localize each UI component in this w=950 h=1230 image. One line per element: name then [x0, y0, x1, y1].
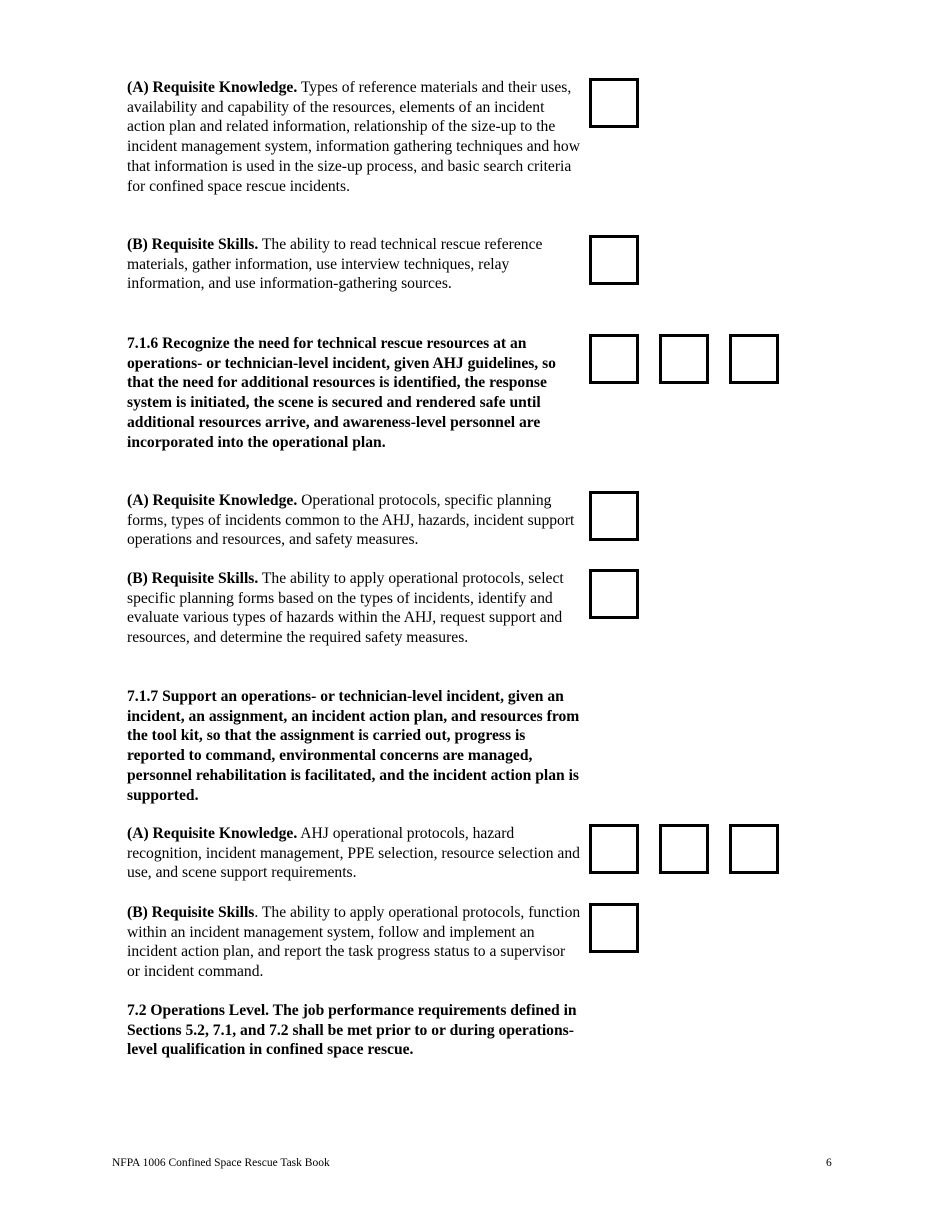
signoff-checkbox[interactable] [589, 491, 639, 541]
requisite-knowledge-paragraph [127, 78, 582, 196]
signoff-checkbox[interactable] [589, 235, 639, 285]
signoff-checkbox[interactable] [729, 824, 779, 874]
paragraph-text: The ability to read technical rescue reference materials, gather information, use interview techniques, relay information, and use information-gathering sources. [127, 236, 543, 293]
signoff-checkbox[interactable] [589, 903, 639, 953]
signoff-checkbox[interactable] [659, 824, 709, 874]
paragraph-text: The ability to apply operational protocols, select specific planning forms based on the types of incidents, identify and evaluate various types of hazards within the AHJ, request support and resources, and determine the required safety measures. [127, 570, 564, 647]
jpr-7-1-6-heading: 7.1.6 Recognize the need for technical rescue resources at an operations- or technician-level incident, given AHJ guidelines, so that the need for additional resources is identified, the response system is initiated, the scene is secured and rendered safe until additional resources arrive, and awareness-level personnel are incorporated into the operational plan. [127, 335, 556, 451]
signoff-checkbox[interactable] [589, 78, 639, 128]
paragraph-lead: (B) Requisite Skills [127, 904, 255, 921]
requisite-knowledge-paragraph [127, 824, 582, 883]
paragraph-lead: (A) Requisite Knowledge. [127, 492, 298, 509]
jpr-7-1-7-heading: 7.1.7 Support an operations- or technician-level incident, given an incident, an assignment, an incident action plan, and resources from the tool kit, so that the assignment is carried out, progress is reported to command, environmental concerns are managed, personnel rehabilitation is facilitated, and the incident action plan is supported. [127, 688, 580, 804]
paragraph-lead: (B) Requisite Skills. [127, 570, 259, 587]
footer-title: NFPA 1006 Confined Space Rescue Task Book [112, 1157, 330, 1169]
signoff-checkbox[interactable] [589, 569, 639, 619]
paragraph-text: . The ability to apply operational protocols, function within an incident management system, follow and implement an incident action plan, and report the task progress status to a supervisor or incident command. [127, 904, 581, 981]
requisite-skills-paragraph [127, 235, 582, 294]
signoff-checkbox[interactable] [729, 334, 779, 384]
section-7-2-heading: 7.2 Operations Level. The job performance requirements defined in Sections 5.2, 7.1, and 7.2 shall be met prior to or during operations-level qualification in confined space rescue. [127, 1002, 577, 1059]
requisite-skills-paragraph [127, 569, 582, 648]
paragraph-lead: (A) Requisite Knowledge. [127, 825, 298, 842]
paragraph-lead: (B) Requisite Skills. [127, 236, 259, 253]
paragraph-text: Types of reference materials and their uses, availability and capability of the resources, elements of an incident action plan and related information, relationship of the size-up to the incident management system, information gathering techniques and how that information is used in the size-up process, and basic search criteria for confined space rescue incidents. [127, 79, 580, 195]
footer-page-number: 6 [826, 1157, 832, 1169]
paragraph-text: Operational protocols, specific planning forms, types of incidents common to the AHJ, hazards, incident support operations and resources, and safety measures. [127, 492, 575, 549]
requisite-knowledge-paragraph [127, 491, 582, 550]
signoff-checkbox[interactable] [589, 334, 639, 384]
requisite-skills-paragraph [127, 903, 582, 982]
signoff-checkbox[interactable] [659, 334, 709, 384]
paragraph-lead: (A) Requisite Knowledge. [127, 79, 298, 96]
paragraph-text: AHJ operational protocols, hazard recognition, incident management, PPE selection, resource selection and use, and scene support requirements. [127, 825, 580, 882]
signoff-checkbox[interactable] [589, 824, 639, 874]
